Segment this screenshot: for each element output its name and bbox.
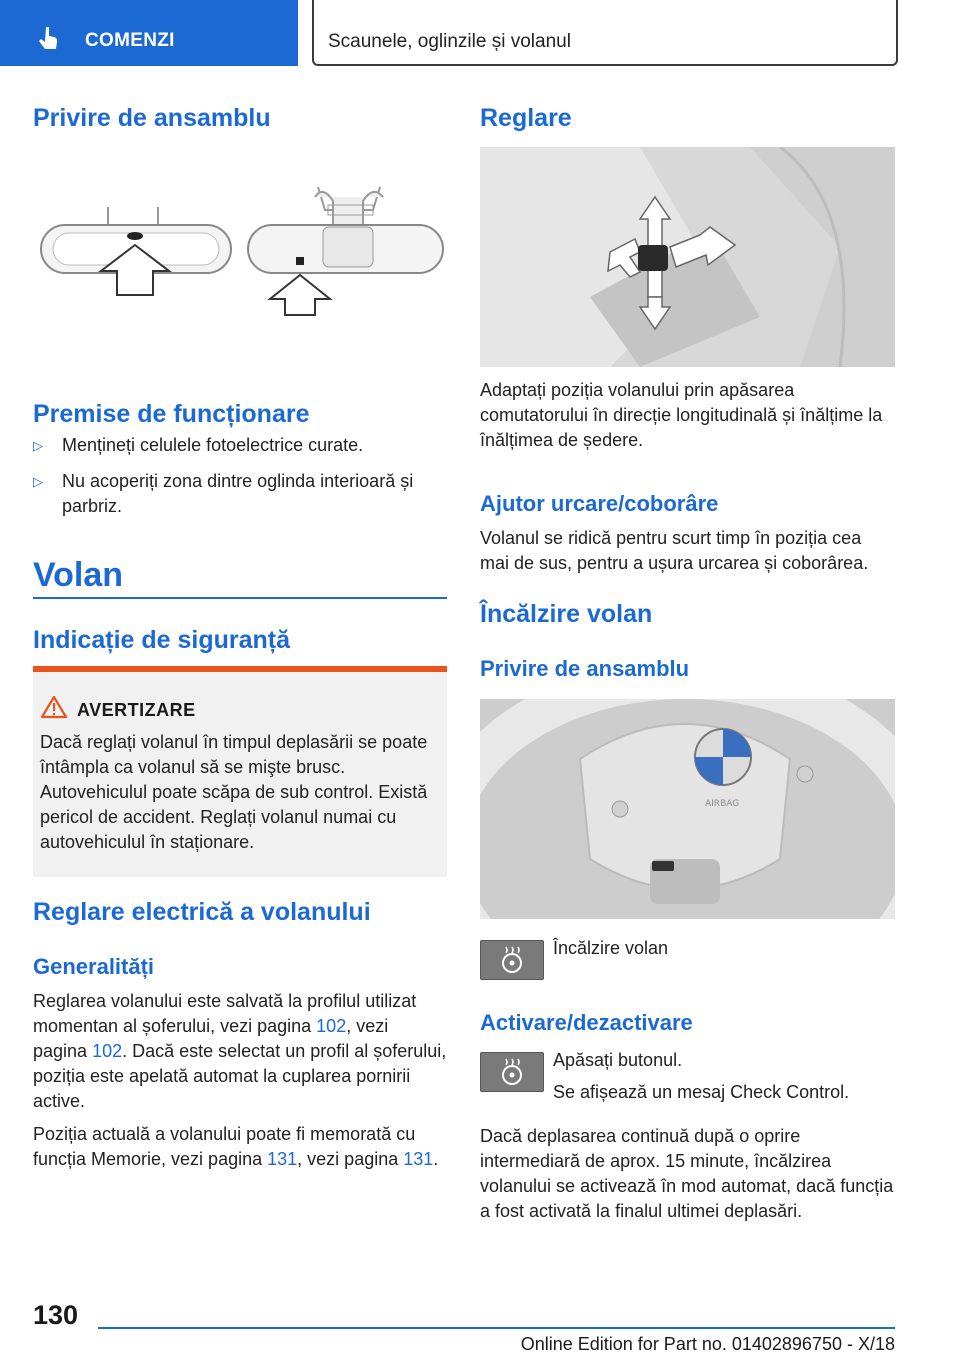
heated-wheel-button-icon (480, 1052, 544, 1092)
volan-heading: Volan (33, 556, 124, 594)
list-item (33, 469, 447, 519)
mirror-illustration (33, 175, 447, 325)
text: Reglarea volanului este salvată la profilul utilizat momentan al șoferului, vezi pagina (33, 991, 417, 1036)
warning-label: AVERTIZARE (77, 700, 196, 720)
page-link[interactable]: 131 (267, 1149, 298, 1169)
heating-overview-heading: Privire de ansamblu (480, 656, 690, 681)
footer-edition: Online Edition for Part no. 01402896750 - X/18 (520, 1334, 895, 1354)
airbag-label: AIRBAG (705, 799, 740, 809)
conditions-heading: Premise de funcționare (33, 400, 310, 428)
text: . Dacă este selectat un profil al șoferului, poziția este apelată automat la cuplarea pornirii active. (33, 1041, 447, 1111)
continue-text: Dacă deplasarea continuă după o oprire intermediară de aprox. 15 minute, încălzirea volanului se activează în mod automat, dacă funcția a fost activată la finalul ultimei deplasări. (480, 1126, 894, 1221)
triangle-bullet-icon: ▷ (33, 438, 43, 453)
page-number: 130 (33, 1300, 79, 1330)
entry-help-heading: Ajutor urcare/coborâre (480, 491, 719, 516)
section-label: COMENZI (85, 30, 175, 51)
pointing-hand-icon (38, 26, 60, 50)
adjust-heading: Reglare (480, 104, 572, 132)
chapter-title: Scaunele, oglinzile și volanul (328, 31, 571, 52)
section-tab[interactable] (0, 0, 298, 66)
steering-adjust-illustration (480, 147, 895, 367)
toggle-step-1: Apăsați butonul. (553, 1050, 683, 1070)
list-item-text: Mențineți celulele fotoelectrice curate. (62, 435, 364, 455)
adjust-text: Adaptați poziția volanului prin apăsarea comutatorului în direcție longitudinală și înălțime la înălțimea de ședere. (480, 380, 883, 450)
steering-adjust-photo (480, 147, 895, 367)
triangle-bullet-icon: ▷ (33, 474, 43, 489)
text: , vezi pagina (297, 1149, 404, 1169)
page-link[interactable]: 131 (403, 1149, 434, 1169)
steering-wheel-photo (480, 699, 895, 919)
general-heading: Generalități (33, 954, 155, 979)
text: , vezi pagina (33, 1016, 389, 1061)
steering-heat-icon (481, 941, 543, 979)
general-paragraph-2 (33, 1122, 447, 1172)
overview-heading: Privire de ansamblu (33, 104, 271, 132)
list-item (33, 433, 447, 458)
entry-help-text: Volanul se ridică pentru scurt timp în poziția cea mai de sus, pentru a ușura urcarea și coborârea. (480, 528, 869, 573)
heating-button-caption: Încălzire volan (553, 938, 669, 958)
electric-adjust-heading: Reglare electrică a volanului (33, 898, 371, 926)
footer-rule (98, 1327, 895, 1329)
toggle-step-2: Se afișează un mesaj Check Control. (553, 1082, 850, 1102)
page-link[interactable]: 102 (92, 1041, 123, 1061)
general-paragraph-1 (33, 989, 447, 1114)
warning-triangle-icon (41, 695, 67, 719)
safety-heading: Indicație de siguranță (33, 626, 291, 654)
text: . (433, 1149, 439, 1169)
steering-heat-icon (481, 1053, 543, 1091)
toggle-heading: Activare/dezactivare (480, 1010, 693, 1035)
warning-box (33, 666, 447, 877)
section-divider (33, 597, 447, 599)
warning-text: Dacă reglați volanul în timpul deplasării se poate întâmpla ca volanul să se mişte brusc. Autovehiculul poate scăpa de sub control. Există pericol de accident. Reglați volanul numai cu autovehiculul în staționare. (40, 732, 428, 852)
list-item-text: Nu acoperiți zona dintre oglinda interioară și parbriz. (62, 471, 414, 516)
page-link[interactable]: 102 (316, 1016, 347, 1036)
text: Poziția actuală a volanului poate fi memorată cu funcția Memorie, vezi pagina (33, 1124, 416, 1169)
chapter-tab (312, 0, 898, 66)
page-header (0, 0, 960, 66)
heated-wheel-button-icon (480, 940, 544, 980)
steering-wheel-illustration (480, 699, 895, 919)
heating-heading: Încălzire volan (480, 600, 653, 628)
